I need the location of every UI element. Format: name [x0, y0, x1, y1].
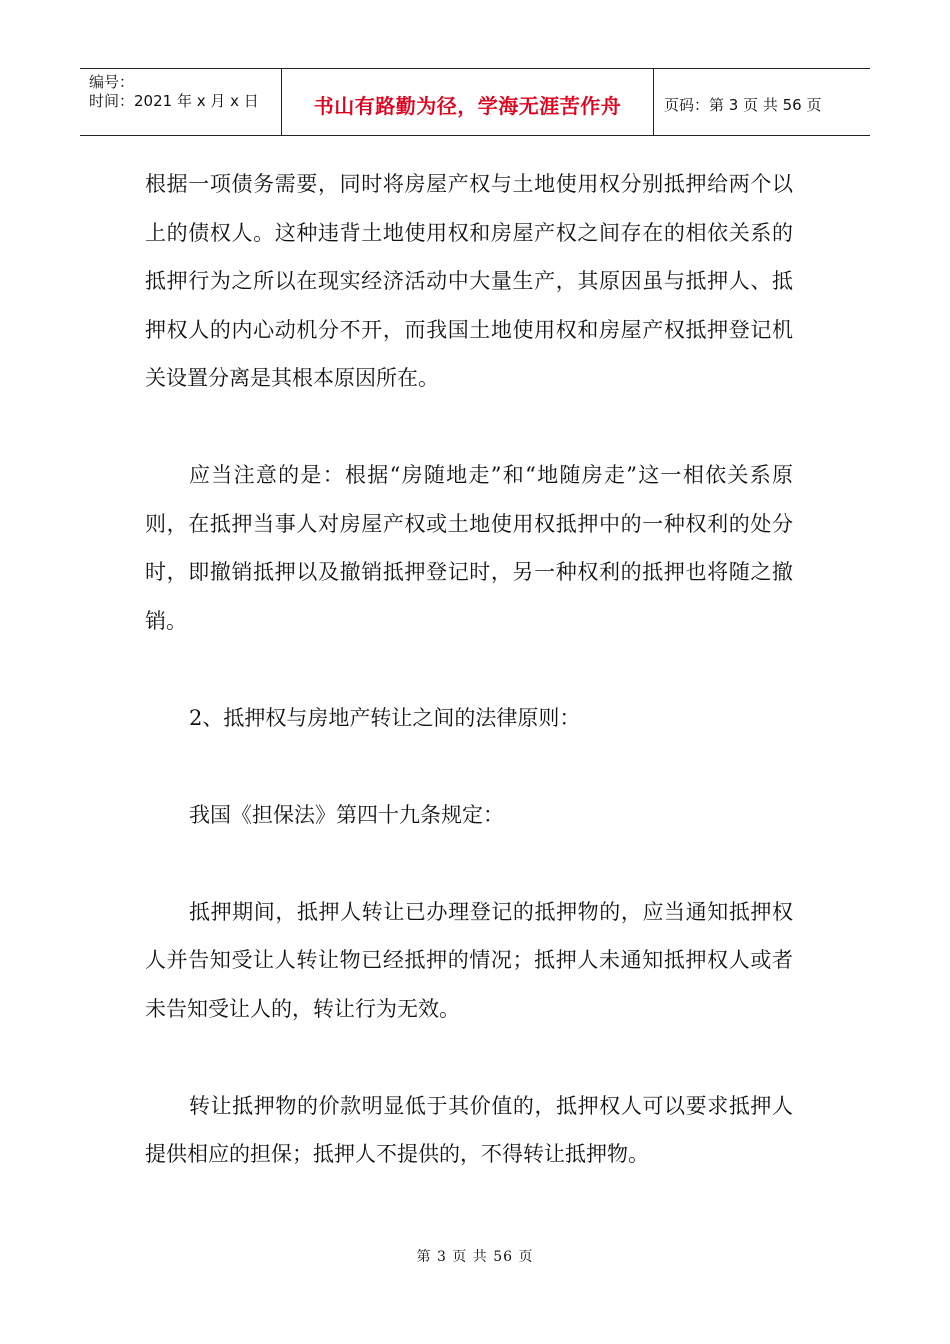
- body-paragraph: 应当注意的是：根据“房随地走”和“地随房走”这一相依关系原则，在抵押当事人对房屋产权或土地使用权抵押中的一种权利的处分时，即撤销抵押以及撤销抵押登记时，另一种权利的抵押也将随之撤销。: [145, 463, 793, 633]
- header-motto-cell: [282, 69, 654, 135]
- page-footer: 第 3 页 共 56 页: [416, 1249, 534, 1265]
- body-paragraph: 转让抵押物的价款明显低于其价值的，抵押权人可以要求抵押人提供相应的担保；抵押人不提供的，不得转让抵押物。: [145, 1093, 793, 1166]
- page-header: [80, 68, 870, 136]
- body-paragraph: 抵押期间，抵押人转让已办理登记的抵押物的，应当通知抵押权人并告知受让人转让物已经抵押的情况；抵押人未通知抵押权人或者未告知受让人的，转让行为无效。: [145, 899, 793, 1021]
- document-body: [145, 160, 793, 1179]
- header-meta: [80, 69, 282, 135]
- header-page-code-cell: [654, 69, 870, 135]
- document-number-label: 编号：: [89, 73, 135, 91]
- body-paragraph: 我国《担保法》第四十九条规定：: [189, 802, 504, 827]
- section-heading: 2、抵押权与房地产转让之间的法律原则：: [189, 705, 581, 730]
- header-page-code: 页码：第 3 页 共 56 页: [664, 95, 822, 114]
- document-date: 时间：2021 年 x 月 x 日: [89, 92, 259, 110]
- header-motto: 书山有路勤为径，学海无涯苦作舟: [313, 93, 622, 118]
- body-paragraph: 根据一项债务需要，同时将房屋产权与土地使用权分别抵押给两个以上的债权人。这种违背土地使用权和房屋产权之间存在的相依关系的抵押行为之所以在现实经济活动中大量生产，其原因虽与抵押人、抵押权人的内心动机分不开，而我国土地使用权和房屋产权抵押登记机关设置分离是其根本原因所在。: [145, 172, 793, 390]
